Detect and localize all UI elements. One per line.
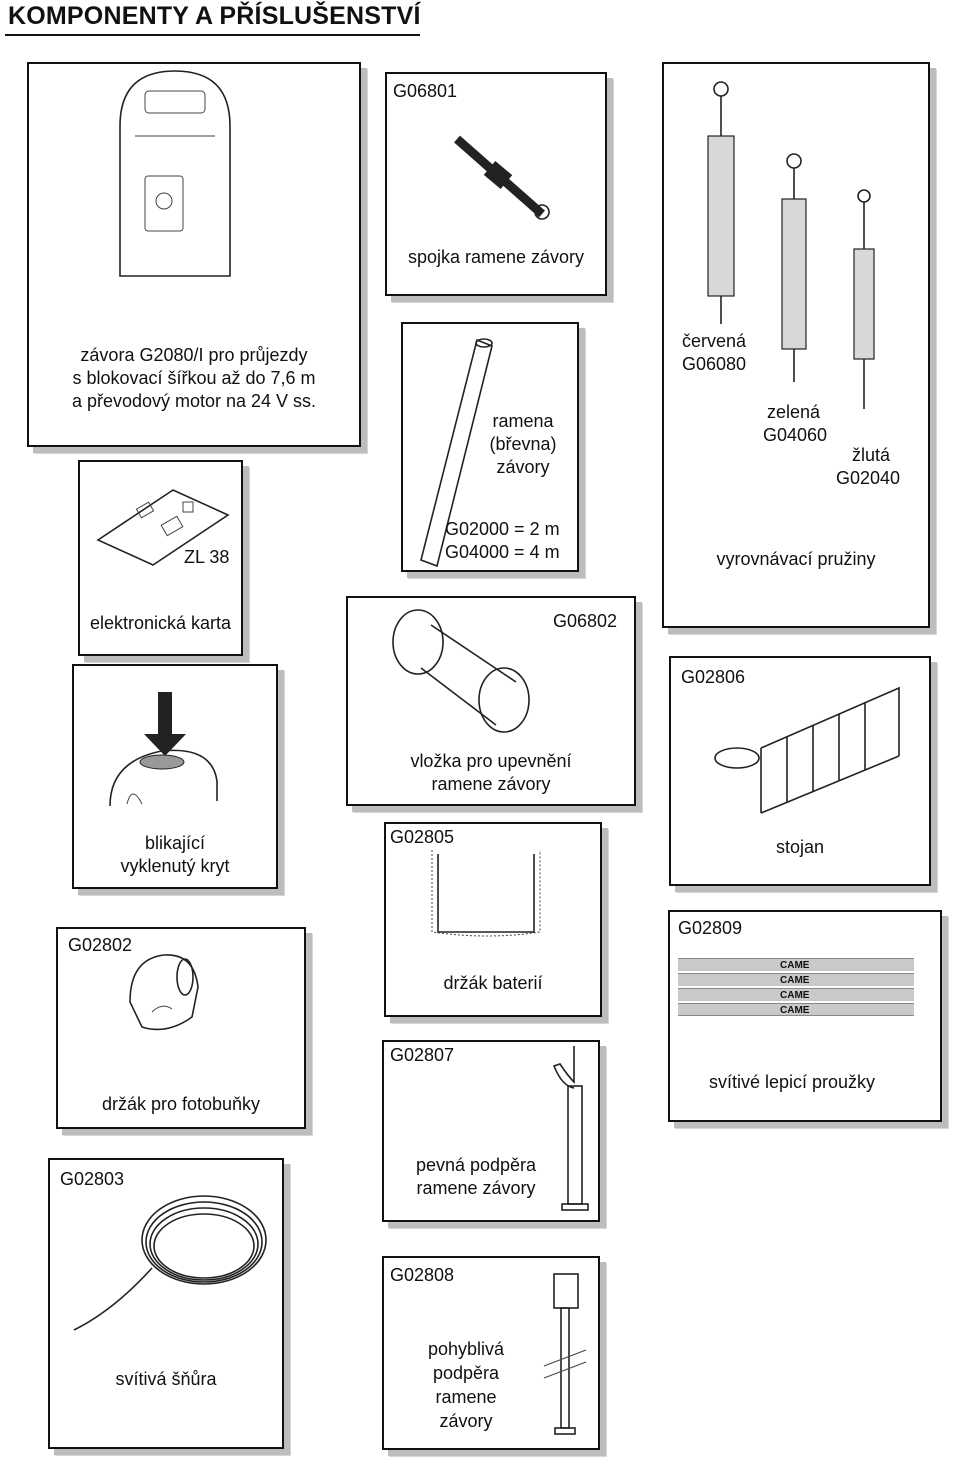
- lamp-panel: [72, 664, 278, 889]
- card-model: ZL 38: [184, 547, 230, 567]
- insert-line-2: ramene závory: [431, 774, 551, 794]
- arms-size-2m: G02000 = 2 m: [445, 519, 560, 539]
- coupling-illustration: [437, 124, 557, 224]
- arms-line-1: ramena: [492, 411, 554, 431]
- strip-3-brand: CAME: [780, 990, 810, 1001]
- mobile-support-code: G02808: [390, 1265, 455, 1285]
- battery-label: držák baterií: [443, 973, 543, 993]
- arms-size-4m: G04000 = 4 m: [445, 542, 560, 562]
- strip-1-brand: CAME: [780, 960, 810, 971]
- mobile-support-line-1: pohyblivá: [427, 1339, 505, 1359]
- photocell-label: držák pro fotobuňky: [101, 1094, 261, 1114]
- spring-yellow-color: žlutá: [852, 445, 891, 465]
- strip-4: [678, 1003, 914, 1016]
- spring-green-code: G04060: [763, 425, 828, 445]
- insert-panel: [346, 596, 636, 806]
- arms-line-2: (břevna): [489, 434, 557, 454]
- title-underline: [5, 34, 420, 36]
- rack-illustration: [709, 678, 909, 798]
- rack-panel: [669, 656, 931, 886]
- strips-label: svítivé lepicí proužky: [708, 1072, 876, 1092]
- fixed-support-code: G02807: [390, 1045, 455, 1065]
- coupling-label: spojka ramene závory: [407, 247, 585, 267]
- card-label: elektronická karta: [89, 613, 232, 633]
- battery-illustration: [428, 844, 548, 944]
- mobile-support-line-4: závory: [439, 1411, 493, 1431]
- lamp-line-2: vyklenutý kryt: [120, 856, 230, 876]
- cord-code: G02803: [60, 1169, 125, 1189]
- barrier-line-2: s blokovací šířkou až do 7,6 m: [72, 368, 316, 388]
- cord-label: svítivá šňůra: [115, 1369, 217, 1389]
- arms-panel: [401, 322, 579, 572]
- mobile-support-illustration: [542, 1266, 602, 1446]
- battery-code: G02805: [390, 827, 455, 847]
- page-title: KOMPONENTY A PŘÍSLUŠENSTVÍ: [8, 2, 421, 30]
- strip-2-brand: CAME: [780, 975, 810, 986]
- fixed-support-panel: [382, 1040, 600, 1222]
- strip-3: [678, 988, 914, 1001]
- insert-illustration: [376, 600, 546, 740]
- barrier-panel: [27, 62, 361, 447]
- strip-1: [678, 958, 914, 971]
- cord-panel: [48, 1158, 284, 1449]
- fixed-support-line-2: ramene závory: [416, 1178, 536, 1198]
- arms-line-3: závory: [496, 457, 550, 477]
- spring-red-code: G06080: [682, 354, 747, 374]
- mobile-support-line-3: ramene: [435, 1387, 497, 1407]
- spring-green-color: zelená: [767, 402, 821, 422]
- mobile-support-panel: [382, 1256, 600, 1450]
- cord-illustration: [54, 1180, 274, 1370]
- photocell-code: G02802: [68, 935, 133, 955]
- coupling-code: G06801: [393, 81, 458, 101]
- battery-panel: [384, 822, 602, 1017]
- rack-label: stojan: [775, 837, 825, 857]
- lamp-line-1: blikající: [144, 833, 206, 853]
- barrier-line-1: závora G2080/I pro průjezdy: [80, 345, 308, 365]
- spring-yellow-code: G02040: [836, 468, 901, 488]
- barrier-line-3: a převodový motor na 24 V ss.: [71, 391, 317, 411]
- photocell-illustration: [122, 947, 212, 1037]
- lamp-illustration: [102, 686, 252, 801]
- springs-label: vyrovnávací pružiny: [716, 549, 876, 569]
- strips-panel: [668, 910, 942, 1122]
- strip-4-brand: CAME: [780, 1005, 810, 1016]
- insert-line-1: vložka pro upevnění: [410, 751, 572, 771]
- strips-code: G02809: [678, 918, 743, 938]
- coupling-panel: [385, 72, 607, 296]
- fixed-support-line-1: pevná podpěra: [415, 1155, 537, 1175]
- card-panel: [78, 460, 243, 656]
- barrier-illustration: [115, 66, 235, 286]
- photocell-panel: [56, 927, 306, 1129]
- strip-2: [678, 973, 914, 986]
- spring-red-color: červená: [682, 331, 747, 351]
- rack-code: G02806: [681, 667, 746, 687]
- fixed-support-illustration: [548, 1042, 608, 1217]
- mobile-support-line-2: podpěra: [432, 1363, 500, 1383]
- insert-code: G06802: [553, 611, 618, 631]
- springs-panel: [662, 62, 930, 628]
